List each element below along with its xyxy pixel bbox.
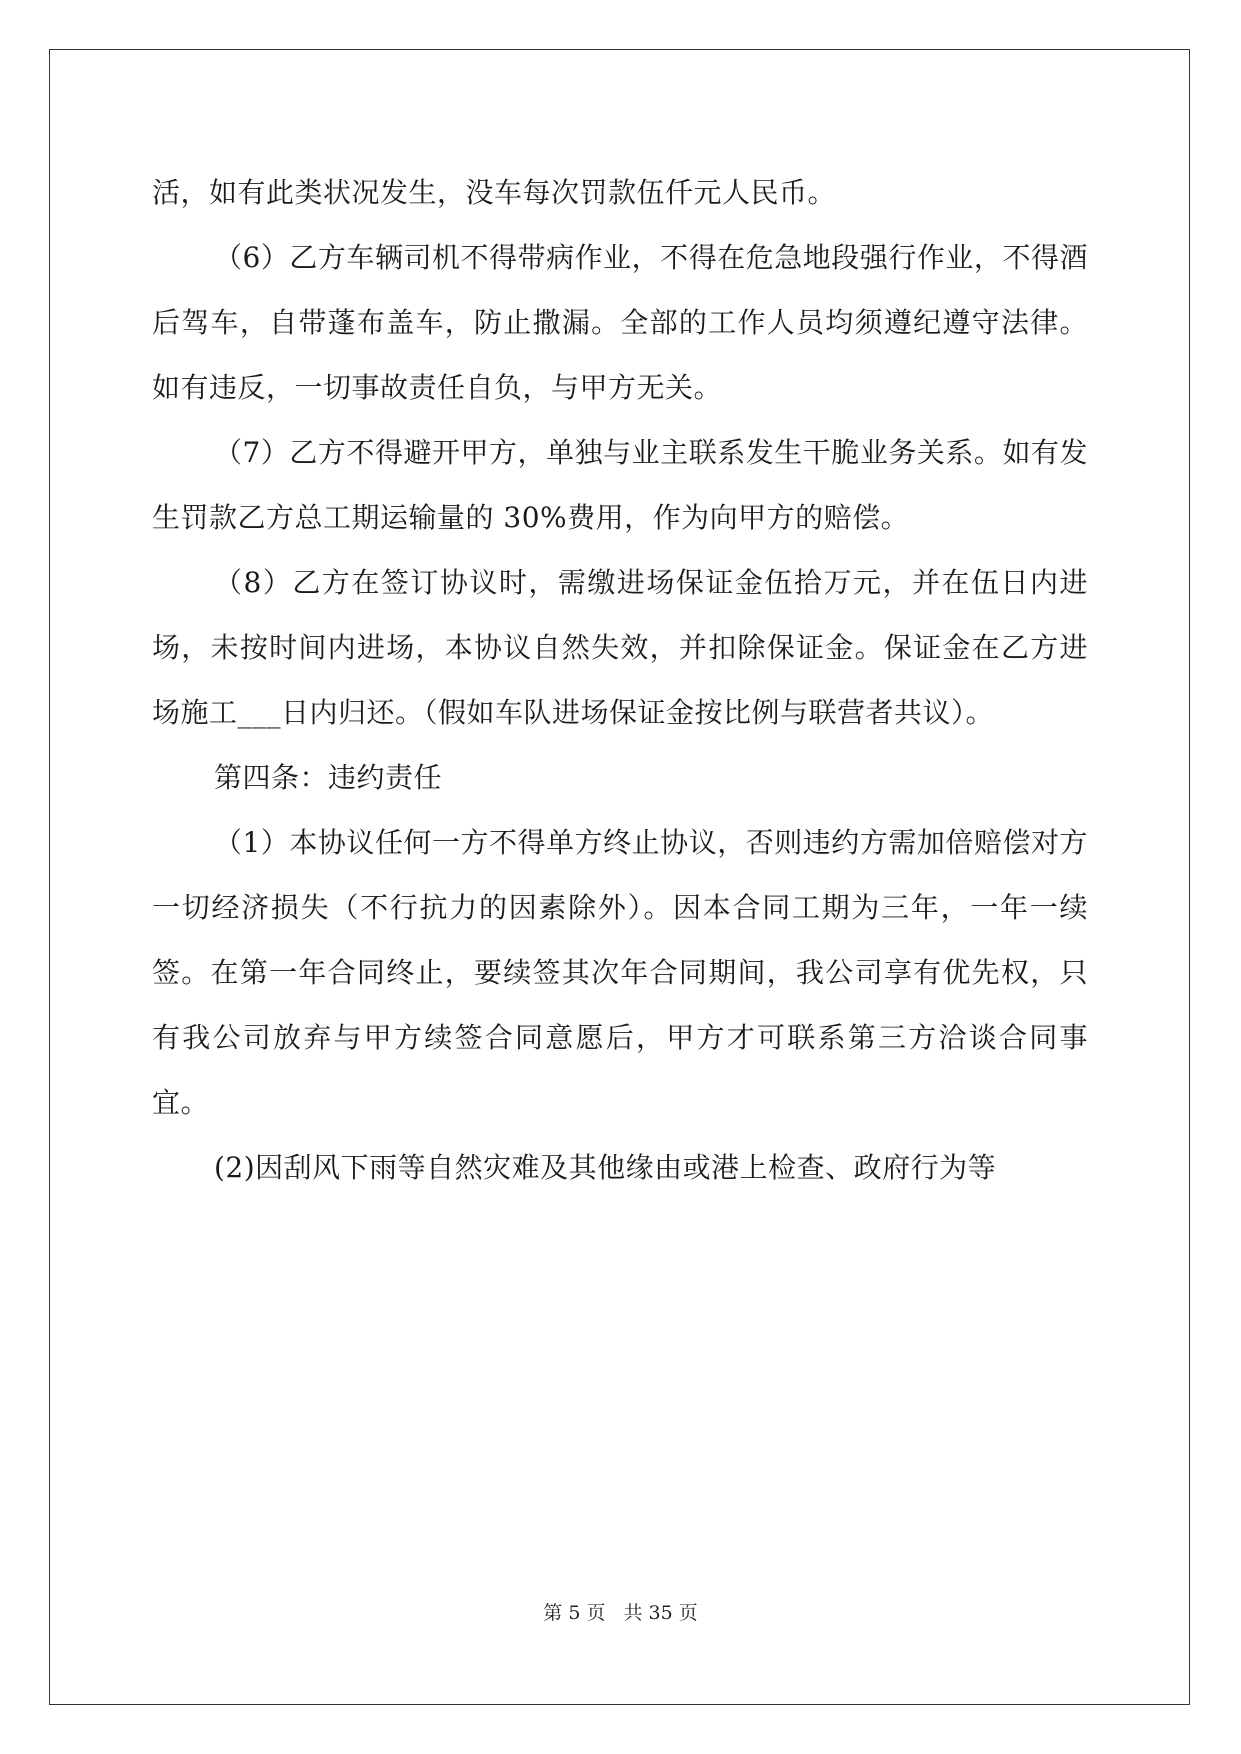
page-number: 第 5 页 [543,1602,606,1624]
paragraph-clause-8: （8）乙方在签订协议时，需缴进场保证金伍拾万元，并在伍日内进场，未按时间内进场，本协议自然失效，并扣除保证金。保证金在乙方进场施工___日内归还。（假如车队进场保证金按比例与联营者共议）。 [152,566,1088,729]
paragraph-breach-1: （1）本协议任何一方不得单方终止协议，否则违约方需加倍赔偿对方一切经济损失（不行抗力的因素除外）。因本合同工期为三年，一年一续签。在第一年合同终止，要续签其次年合同期间，我公司享有优先权，只有我公司放弃与甲方续签合同意愿后，甲方才可联系第三方洽谈合同事宜。 [152,826,1088,1119]
document-body [152,160,1088,1200]
section-heading: 第四条：违约责任 [214,761,443,794]
paragraph-clause-6: （6）乙方车辆司机不得带病作业，不得在危急地段强行作业，不得酒后驾车，自带蓬布盖车，防止撒漏。全部的工作人员均须遵纪遵守法律。如有违反，一切事故责任自负，与甲方无关。 [152,241,1088,404]
paragraph-continuation: 活，如有此类状况发生，没车每次罚款伍仟元人民币。 [152,176,837,209]
paragraph-clause-7: （7）乙方不得避开甲方，单独与业主联系发生干脆业务关系。如有发生罚款乙方总工期运输量的 30%费用，作为向甲方的赔偿。 [152,436,1088,534]
page-footer [0,1598,1241,1625]
paragraph-breach-2: (2)因刮风下雨等自然灾难及其他缘由或港上检查、政府行为等 [214,1151,997,1184]
page-total: 共 35 页 [623,1602,698,1624]
